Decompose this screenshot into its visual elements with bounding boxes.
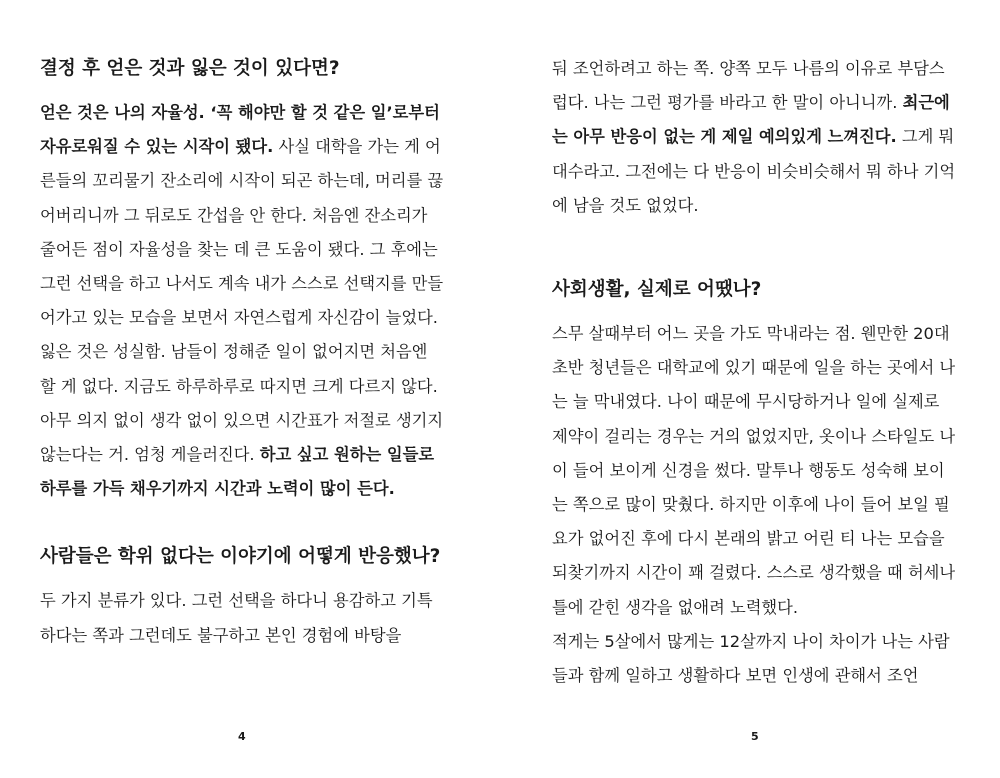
page-number-left: 4 [238, 730, 246, 743]
reaction-cont-bold: 최근에는 아무 반응이 없는 게 제일 예의있게 느껴진다. [552, 93, 950, 147]
question-heading-reaction: 사람들은 학위 없다는 이야기에 어떻게 반응했나? [40, 546, 441, 568]
answer-gain-text: 사실 대학을 가는 게 어른들의 꼬리물기 잔소리에 시작이 되곤 하는데, 머리를 끊어버리니까 그 뒤로도 간섭을 안 한다. 처음엔 잔소리가 줄어든 점이 자율성을 찾는 데 큰 도움이 됐다. 그 후에는 그런 선택을 하고 나서도 계속 내가 스스로 선택지를 만들어가고 있는 모습을 보면서 자연스럽게 자신감이 늘었다. [40, 137, 444, 328]
answer-loss-text: 잃은 것은 성실함. 남들이 정해준 일이 없어지면 처음엔 할 게 없다. 지금도 하루하루로 따지면 크게 다르지 않다. 아무 의지 없이 생각 없이 있으면 시간표가 저절로 생기지 않는다는 거. 엄청 게을러진다. [40, 342, 444, 465]
reaction-cont-end: 그게 뭐 대수라고. 그전에는 다 반응이 비슷비슷해서 뭐 하나 기억에 남을 것도 없었다. [552, 127, 956, 215]
answer-gain-bold: 얻은 것은 나의 자율성. ‘꼭 해야만 할 것 같은 일’로부터 자유로워질 수 있는 시작이 됐다. [40, 103, 440, 157]
question-heading-decision: 결정 후 얻은 것과 잃은 것이 있다면? [40, 58, 340, 79]
answer-loss-bold: 하고 싶고 원하는 일들로 하루를 가득 채우기까지 시간과 노력이 많이 든다. [40, 445, 435, 499]
answer-paragraph-reaction: 두 가지 분류가 있다. 그런 선택을 하다니 용감하고 기특하다는 쪽과 그런데도 불구하고 본인 경험에 바탕을 [40, 591, 433, 645]
answer-paragraph-loss [40, 335, 448, 506]
reaction-cont-text: 둬 조언하려고 하는 쪽. 양쪽 모두 나름의 이유로 부담스럽다. 나는 그런 평가를 바라고 한 말이 아니니까. [552, 59, 945, 113]
answer-paragraph-age-gap: 적게는 5살에서 많게는 12살까지 나이 차이가 나는 사람들과 함께 일하고 생활하다 보면 인생에 관해서 조언 [552, 631, 950, 686]
answer-paragraph-gain [40, 96, 448, 335]
page-number-right: 5 [751, 730, 759, 743]
answer-paragraph-reaction-cont [552, 52, 958, 223]
question-heading-social-life: 사회생활, 실제로 어땠나? [552, 279, 762, 301]
answer-paragraph-youngest: 스무 살때부터 어느 곳을 가도 막내라는 점. 웬만한 20대 초반 청년들은 대학교에 있기 때문에 일을 하는 곳에서 나는 늘 막내였다. 나이 때문에 무시당하거나 일에 실제로 제약이 걸리는 경우는 거의 없었지만, 옷이나 스타일도 나이 들어 보이게 신경을 썼다. 말투나 행동도 성숙해 보이는 쪽으로 많이 맞췄다. 하지만 이후에 나이 들어 보일 필요가 없어진 후에 다시 본래의 밝고 어린 티 나는 모습을 되찾기까지 시간이 꽤 걸렸다. 스스로 생각했을 때 허세나 틀에 갇힌 생각을 없애려 노력했다. [552, 324, 956, 617]
right-page [500, 0, 1000, 778]
